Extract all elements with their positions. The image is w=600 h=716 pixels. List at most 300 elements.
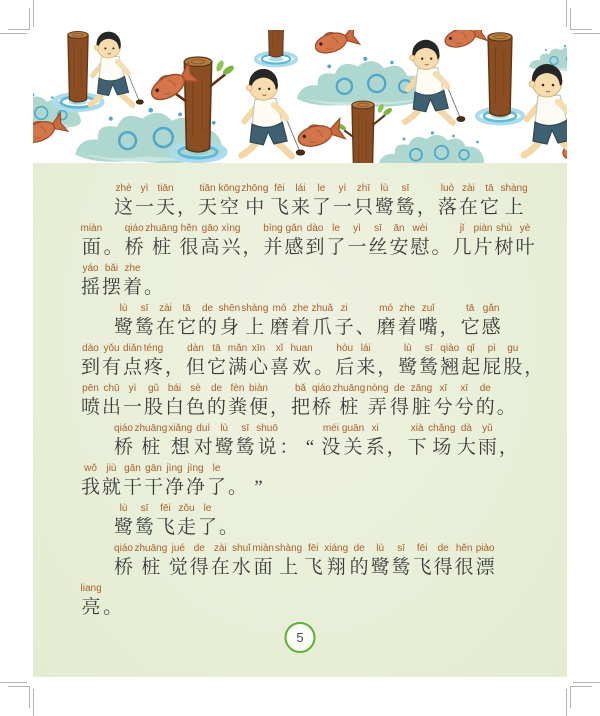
hanzi-character: ， (164, 357, 184, 378)
pinyin-annotation: xīn (251, 343, 266, 354)
hanzi-character: 白 (164, 397, 184, 418)
pinyin-annotation: fēi (160, 503, 171, 514)
pinyin-annotation: gāo (201, 223, 219, 234)
fish-icon (312, 30, 359, 57)
hanzi-pinyin-cell (291, 383, 311, 421)
pinyin-annotation: de (437, 543, 449, 554)
hanzi-character: 了 (326, 237, 346, 258)
pinyin-annotation: xiáng (324, 543, 349, 554)
pinyin-annotation: bǎ (294, 383, 307, 394)
hanzi-character: 走 (176, 517, 196, 538)
hanzi-character: 。 (227, 477, 247, 498)
pinyin-annotation: fēi (416, 543, 428, 554)
hanzi-character: 鸶 (134, 317, 154, 338)
hanzi-character: 它 (176, 317, 196, 338)
pinyin-annotation (364, 303, 367, 315)
hanzi-pinyin-cell (270, 383, 290, 421)
pinyin-annotation: fèn (230, 383, 245, 394)
pinyin-annotation: xìng (221, 223, 241, 234)
pinyin-annotation: yì (338, 183, 347, 194)
hanzi-pinyin-cell (376, 303, 396, 341)
hanzi-pinyin-cell (144, 383, 164, 421)
fish-icon (443, 30, 487, 51)
hanzi-pinyin-cell (333, 383, 366, 421)
pinyin-annotation: mó (379, 303, 394, 314)
hanzi-character: 子 (334, 317, 354, 338)
pinyin-annotation (152, 263, 155, 275)
hanzi-pinyin-cell (200, 223, 220, 261)
hanzi-character: 兮 (454, 397, 474, 418)
hanzi-character: ， (439, 317, 459, 338)
hanzi-character: 说 (257, 437, 277, 458)
pinyin-annotation: sī (424, 343, 433, 354)
hanzi-character: 干 (143, 477, 163, 498)
pinyin-annotation: yì (353, 223, 361, 234)
hanzi-pinyin-cell (165, 463, 185, 501)
hanzi-pinyin-cell (356, 343, 376, 381)
hanzi-pinyin-cell (114, 183, 134, 221)
hanzi-pinyin-cell (219, 183, 241, 221)
pinyin-annotation: qiào (440, 343, 460, 354)
pinyin-annotation: jǐ (459, 223, 465, 234)
hanzi-character: 后 (335, 357, 355, 378)
hanzi-pinyin-cell (103, 583, 123, 621)
hanzi-character: 只 (353, 197, 373, 218)
hanzi-character: 满 (227, 357, 247, 378)
hanzi-character: 喷 (80, 397, 100, 418)
hanzi-pinyin-cell (81, 343, 101, 381)
hanzi-pinyin-cell (284, 223, 304, 261)
hanzi-pinyin-cell (412, 543, 432, 581)
hanzi-character: 桥 (113, 557, 133, 578)
hanzi-character: 了 (197, 517, 217, 538)
hanzi-pinyin-cell (314, 343, 334, 381)
hanzi-character: ， (416, 197, 436, 218)
pinyin-annotation: zhuǎ (311, 303, 334, 314)
pinyin-annotation: lù (380, 183, 389, 194)
pinyin-annotation: tā (182, 303, 191, 314)
pinyin-annotation: lù (119, 303, 128, 314)
pinyin-annotation: qiáo (114, 543, 133, 554)
hanzi-pinyin-cell (377, 343, 397, 381)
hanzi-character: 对 (193, 437, 213, 458)
hanzi-pinyin-cell (135, 303, 155, 341)
pinyin-annotation: miàn (252, 543, 274, 554)
tree-stump-icon (337, 101, 394, 163)
hanzi-pinyin-cell (198, 303, 218, 341)
hanzi-character: 下 (407, 437, 427, 458)
pinyin-annotation: huan (290, 343, 313, 354)
hanzi-character: 鹭 (374, 197, 394, 218)
hanzi-character: 。 (103, 597, 123, 618)
hanzi-pinyin-cell (156, 303, 176, 341)
hanzi-character: 弄 (367, 397, 387, 418)
hanzi-pinyin-cell (454, 383, 474, 421)
pinyin-annotation: biàn (249, 383, 268, 394)
pinyin-annotation: qiáo (124, 223, 144, 234)
hanzi-pinyin-cell (269, 303, 289, 341)
hanzi-character: 来 (356, 357, 376, 378)
pinyin-annotation (448, 303, 451, 315)
hanzi-pinyin-cell (145, 223, 178, 261)
hanzi-pinyin-cell (407, 423, 427, 461)
hanzi-character: ， (498, 437, 518, 458)
text-line (80, 501, 541, 541)
pinyin-annotation (251, 223, 254, 235)
hanzi-character: 在 (458, 197, 478, 218)
pinyin-annotation: hòu (336, 343, 354, 354)
hanzi-pinyin-cell (454, 543, 474, 581)
pinyin-annotation: le (317, 183, 326, 194)
hanzi-character: 丝 (368, 237, 388, 258)
hanzi-character: 很 (179, 237, 199, 258)
hanzi-pinyin-cell (221, 223, 241, 261)
pinyin-annotation: zhuāng (134, 423, 168, 434)
hanzi-character: 一 (347, 237, 367, 258)
hanzi-pinyin-cell (365, 423, 385, 461)
pinyin-annotation: gān (145, 463, 162, 474)
hanzi-pinyin-cell (135, 183, 155, 221)
pinyin-annotation (111, 583, 114, 595)
hanzi-pinyin-cell (419, 343, 439, 381)
pinyin-annotation: zhī (356, 183, 371, 194)
hanzi-character: 磨 (269, 317, 289, 338)
hanzi-character: 到 (80, 357, 100, 378)
hanzi-pinyin-cell (496, 383, 516, 421)
hanzi-character: 但 (185, 357, 205, 378)
hanzi-pinyin-cell (219, 503, 239, 541)
hanzi-character: 水 (231, 557, 251, 578)
pinyin-annotation: zhuāng (134, 543, 168, 554)
hanzi-pinyin-cell (186, 383, 206, 421)
pinyin-annotation: shuǐ (232, 543, 251, 554)
hanzi-character: 得 (189, 557, 209, 578)
hanzi-character: 摇 (80, 277, 100, 298)
hanzi-pinyin-cell (179, 223, 199, 261)
pinyin-annotation: zài (462, 183, 475, 194)
hanzi-pinyin-cell (389, 223, 409, 261)
hanzi-character: 。 (218, 517, 238, 538)
hanzi-character: 天 (197, 197, 217, 218)
hanzi-pinyin-cell (324, 543, 348, 581)
pinyin-annotation: xī (439, 383, 448, 394)
page-number-badge (285, 622, 316, 653)
pinyin-annotation: de (210, 383, 223, 394)
pinyin-annotation: shēn (218, 303, 241, 314)
hanzi-pinyin-cell (228, 383, 248, 421)
hanzi-character: 桩 (152, 237, 172, 258)
pinyin-annotation: yáo (82, 263, 99, 274)
text-line (80, 541, 541, 581)
hanzi-character: ” (254, 477, 263, 498)
hanzi-pinyin-cell (515, 223, 535, 261)
hanzi-pinyin-cell (135, 543, 168, 581)
hanzi-pinyin-cell (81, 463, 101, 501)
hanzi-character: 这 (113, 197, 133, 218)
hanzi-character: 净 (185, 477, 205, 498)
pinyin-annotation: xiǎng (168, 423, 193, 434)
hanzi-pinyin-cell (123, 343, 143, 381)
pinyin-annotation (278, 383, 281, 395)
pinyin-annotation: wǒ (84, 463, 97, 474)
hanzi-pinyin-cell (291, 343, 313, 381)
pinyin-annotation: zhōng (241, 183, 269, 194)
pinyin-annotation: qǐ (466, 343, 475, 354)
pinyin-annotation: sī (374, 223, 382, 234)
hanzi-character: 飞 (412, 557, 432, 578)
hanzi-pinyin-cell (198, 503, 218, 541)
hanzi-pinyin-cell (326, 223, 346, 261)
hanzi-character: 。 (496, 397, 516, 418)
hanzi-pinyin-cell (411, 383, 433, 421)
hanzi-pinyin-cell (475, 543, 495, 581)
hanzi-pinyin-cell (368, 223, 388, 261)
pinyin-annotation (395, 423, 398, 435)
hanzi-pinyin-cell (332, 183, 352, 221)
hanzi-character: 雨 (477, 437, 497, 458)
pinyin-annotation: yǔ (482, 423, 493, 434)
hanzi-character: 大 (456, 437, 476, 458)
tree-stump-icon (488, 33, 512, 116)
hanzi-character: 飞 (269, 197, 289, 218)
pinyin-annotation: piàn (473, 223, 493, 234)
hanzi-pinyin-cell (249, 343, 269, 381)
hanzi-character: 并 (263, 237, 283, 258)
hanzi-character: 想 (170, 437, 190, 458)
pinyin-annotation: lù (220, 423, 229, 434)
hanzi-pinyin-cell (395, 183, 415, 221)
pinyin-annotation: le (212, 463, 221, 474)
pinyin-annotation: miàn (80, 223, 103, 234)
pinyin-annotation (532, 343, 535, 355)
pinyin-annotation: bìng (263, 223, 283, 234)
hanzi-pinyin-cell (311, 303, 333, 341)
hanzi-character: 鸶 (391, 557, 411, 578)
pinyin-annotation: tiān (157, 183, 174, 194)
hanzi-pinyin-cell (456, 423, 476, 461)
hanzi-pinyin-cell (123, 463, 143, 501)
pinyin-annotation: téng (143, 343, 164, 354)
hanzi-pinyin-cell (416, 183, 436, 221)
hanzi-pinyin-cell (437, 183, 457, 221)
pinyin-annotation: hěn (455, 543, 473, 554)
hanzi-character: 它 (460, 317, 480, 338)
pinyin-annotation: shàng (500, 183, 528, 194)
pinyin-annotation (505, 383, 508, 395)
hanzi-pinyin-cell (249, 383, 269, 421)
hanzi-character: 的 (197, 317, 217, 338)
hanzi-pinyin-cell (81, 583, 102, 621)
pinyin-annotation: fēi (274, 183, 285, 194)
hanzi-character: 鸶 (419, 357, 439, 378)
hanzi-character: 高 (200, 237, 220, 258)
pinyin-annotation (440, 223, 443, 235)
hanzi-pinyin-cell (123, 263, 143, 301)
wave-splash-icon (379, 131, 485, 163)
hanzi-character: 飞 (155, 517, 175, 538)
header-illustration (33, 30, 567, 163)
hanzi-pinyin-cell (494, 223, 514, 261)
hanzi-character: 在 (210, 557, 230, 578)
pinyin-annotation: dào (82, 343, 99, 354)
hanzi-character: ， (386, 437, 406, 458)
pinyin-annotation: de (394, 383, 406, 394)
pinyin-annotation: shù (495, 223, 513, 234)
pinyin-annotation: de (479, 383, 491, 394)
pinyin-annotation (322, 343, 325, 355)
hanzi-character: 鸶 (134, 517, 154, 538)
pinyin-annotation: sè (190, 383, 201, 394)
pinyin-annotation: duì (196, 423, 211, 434)
hanzi-pinyin-cell (342, 423, 364, 461)
hanzi-character: 便 (248, 397, 268, 418)
hanzi-character: 色 (185, 397, 205, 418)
hanzi-character: 亮 (81, 597, 101, 618)
hanzi-pinyin-cell (189, 543, 209, 581)
pinyin-annotation: gǎn (285, 223, 303, 234)
pinyin-annotation: gǎn (482, 303, 500, 314)
pinyin-annotation: le (332, 223, 340, 234)
pinyin-annotation: luò (440, 183, 455, 194)
pinyin-annotation (257, 463, 260, 475)
hanzi-pinyin-cell (311, 183, 331, 221)
hanzi-character: 爪 (312, 317, 332, 338)
hanzi-character: 一 (134, 197, 154, 218)
pinyin-annotation (173, 343, 176, 355)
hanzi-pinyin-cell (305, 223, 325, 261)
hanzi-character: 着 (290, 317, 310, 338)
pinyin-annotation: lù (376, 543, 385, 554)
pinyin-annotation: ān (393, 223, 405, 234)
pinyin-annotation: gān (124, 463, 141, 474)
pinyin-annotation: zhuāng (145, 223, 178, 234)
hanzi-pinyin-cell (168, 423, 192, 461)
hanzi-pinyin-cell (300, 423, 320, 461)
hanzi-pinyin-cell (433, 383, 453, 421)
hanzi-pinyin-cell (349, 543, 369, 581)
hanzi-pinyin-cell (242, 223, 262, 261)
hanzi-pinyin-cell (81, 383, 101, 421)
pinyin-annotation: zhè (115, 183, 132, 194)
hanzi-character: 。 (103, 237, 123, 258)
hanzi-pinyin-cell (390, 383, 410, 421)
hanzi-character: 喜 (269, 357, 289, 378)
pinyin-annotation: shàng (241, 303, 269, 314)
hanzi-pinyin-cell (353, 183, 373, 221)
story-text (80, 181, 544, 621)
tree-stump-icon (68, 31, 88, 102)
hanzi-pinyin-cell (334, 303, 354, 341)
hanzi-pinyin-cell (460, 303, 480, 341)
hanzi-pinyin-cell (431, 223, 451, 261)
hanzi-pinyin-cell (241, 183, 268, 221)
hanzi-pinyin-cell (347, 223, 367, 261)
hanzi-pinyin-cell (198, 183, 218, 221)
hanzi-pinyin-cell (207, 343, 227, 381)
hanzi-pinyin-cell (102, 343, 122, 381)
pinyin-annotation: xià (410, 423, 424, 434)
pinyin-annotation: yì (128, 383, 137, 394)
hanzi-character: ， (242, 237, 262, 258)
pinyin-annotation: tā (212, 343, 221, 354)
hanzi-character: 来 (290, 197, 310, 218)
hanzi-pinyin-cell (355, 303, 375, 341)
hanzi-pinyin-cell (475, 383, 495, 421)
text-line (80, 181, 541, 221)
pinyin-annotation: shàng (275, 543, 303, 554)
boy-playing-icon (405, 40, 465, 123)
hanzi-character: 兮 (433, 397, 453, 418)
hanzi-character: 慰 (410, 237, 430, 258)
hanzi-pinyin-cell (177, 503, 197, 541)
hanzi-character: 、 (355, 317, 375, 338)
pinyin-annotation: qiáo (312, 383, 331, 394)
pinyin-annotation: sī (397, 543, 406, 554)
hanzi-character: 粪 (227, 397, 247, 418)
fish-icon (296, 118, 346, 151)
tree-stump-icon (268, 30, 284, 57)
pinyin-annotation (425, 183, 428, 195)
text-line (80, 261, 541, 301)
text-line (80, 301, 541, 341)
hanzi-character: 关 (343, 437, 363, 458)
pinyin-annotation (507, 423, 510, 435)
hanzi-pinyin-cell (477, 423, 497, 461)
pinyin-annotation: lù (119, 503, 128, 514)
hanzi-character: 中 (245, 197, 265, 218)
hanzi-character: 没 (321, 437, 341, 458)
pinyin-annotation: lù (403, 343, 412, 354)
pinyin-annotation: piào (475, 543, 495, 554)
hanzi-pinyin-cell (290, 303, 310, 341)
pinyin-annotation: zāng (410, 383, 433, 394)
hanzi-character: 空 (219, 197, 239, 218)
pinyin-annotation: jiù (106, 463, 117, 474)
hanzi-pinyin-cell (249, 463, 269, 501)
hanzi-pinyin-cell (135, 423, 168, 461)
hanzi-character: ， (524, 357, 544, 378)
hanzi-character: 上 (504, 197, 524, 218)
pinyin-annotation: zài (159, 303, 172, 314)
hanzi-character: 干 (122, 477, 142, 498)
hanzi-pinyin-cell (479, 183, 499, 221)
hanzi-pinyin-cell (135, 503, 155, 541)
pinyin-annotation: jué (171, 543, 185, 554)
hanzi-character: 脏 (411, 397, 431, 418)
hanzi-pinyin-cell (156, 503, 176, 541)
pinyin-annotation: mǎn (227, 343, 248, 354)
hanzi-pinyin-cell (81, 263, 101, 301)
hanzi-pinyin-cell (275, 543, 302, 581)
hanzi-character: 心 (248, 357, 268, 378)
hanzi-pinyin-cell (452, 223, 472, 261)
hanzi-pinyin-cell (177, 183, 197, 221)
hanzi-character: 面 (81, 237, 101, 258)
pinyin-annotation: yì (140, 183, 149, 194)
hanzi-pinyin-cell (144, 263, 164, 301)
hanzi-pinyin-cell (524, 343, 544, 381)
hanzi-character: 飞 (303, 557, 323, 578)
hanzi-character: 感 (481, 317, 501, 338)
hanzi-character: 鸶 (235, 437, 255, 458)
hanzi-character: 股 (143, 397, 163, 418)
hanzi-character: 得 (390, 397, 410, 418)
pinyin-annotation: de (201, 303, 214, 314)
hanzi-character: 。 (314, 357, 334, 378)
hanzi-pinyin-cell (114, 503, 134, 541)
hanzi-character: 的 (206, 397, 226, 418)
hanzi-character: 。 (143, 277, 163, 298)
